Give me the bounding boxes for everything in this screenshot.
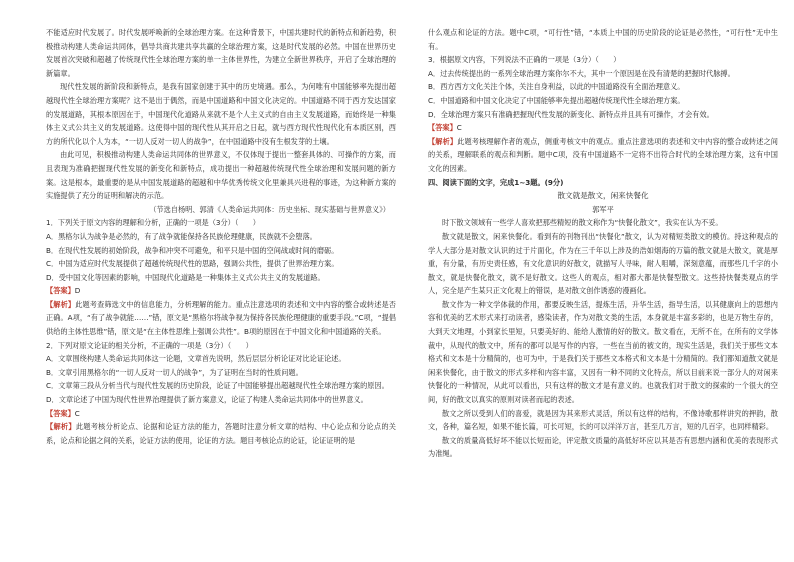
answer-label: 【答案】: [428, 123, 457, 133]
explanation-label: 【解析】: [428, 136, 458, 146]
question-1-option-c: C．中国为适应时代发展提供了超越传统现代性的思路，强调公共性，提供了世界治理方案。: [46, 259, 339, 269]
answer-label: 【答案】: [46, 286, 75, 296]
essay-paragraph: 散文就是散文，闲来快餐化。看到有的刊物刊出“快餐化”散文，认为对精短类散文的模仿。持这种观点的学人大部分是对散文认识的过于片面化，作为在三千年以上涉及的浩如烟海的万篇的散文就是大散文，就是厚重，有分量，有历史责任感，有文化意识的好散文，就描写人寻味，耐人咀嚼，深刻意蕴，而那些几千字的小散文，就是快餐化散文，就不是好散文。这些人的观点，相对都大都是快餐型散文。这些持快餐类观点的学人，完全是产生某只正文化观上的错误，是对散文创作诱惑的漫画化。: [428, 231, 778, 296]
explanation-text: 此题考核理解作者的观点，侧重考核文中的观点。重点注意选项的表述和文中内容的整合或转述之间的关系，理解联系的观点和判断。题中C项，没有中国道路不一定将不出符合时代的全球治理方案，这有中国文化的因素。: [428, 136, 778, 173]
question-3-answer: [428, 121, 778, 135]
essay-title: 散文就是散文，闲来快餐化: [557, 191, 649, 201]
question-3-stem: 3．根据原文内容，下列说法不正确的一项是（3分）（ ）: [428, 55, 621, 65]
question-1-explanation: [46, 298, 396, 339]
explanation-text: 此题考查筛选文中的信息能力，分析理解的能力。重点注意选项的表述和文中内容的整合或转述是否正确。A项，“有了战争就能……”错，原文是“黑格尔将战争视为保持各民族伦理健康的重要手段。”C项，“提倡供给的主体性思维”错，原文是“在主体性思维上强调公共性”。B项的原因在于中国文化和中国道路的关系。: [46, 299, 396, 337]
essay-paragraph: 散文作为一种文学体裁的作用，都要反映生活，提炼生活，升华生活，指导生活，以其健康向上的思想内容和优美的艺术形式来打动读者，感染读者，作为对散文类的生活，本身就是丰富多彩的，也是万物生存的，大到天文地理，小到家长里短，只要美好的、能给人激情的好的散文。散文看在，无所不在，在所有的文学体裁中，从现代的散文中，所有的都可以是写作的内容，一些在当前的被文的，现实生活是，我们关于那些文本格式和文本是十分精简的，也可为中，于是我们关于那些文本格式和文本是十分精简的。我们都知道散文就是闲来快餐化，由于散文的形式多样和内容丰富，又因有一种不同的文化特点，所以目前来说一部分人的对闲来快餐化的一种情况，从此可以看出，只有这样的散文才是有意义的。也就我们对于散文的探索的一个很大的空间，好的散文以真实的原则对读者而起的表述。: [428, 299, 778, 405]
passage-paragraph: 不能适应时代发展了。时代发展呼唤新的全球治理方案。在这种背景下，中国共建时代的新特点和新趋势，积极推动构建人类命运共同体，倡导共商共建共享共赢的全球治理方案，这是时代发展的必然。中国在世界历史发展首次突破和超越了传统现代性全球治理方案的单一主体世界性，为建立全新世界秩序，开启了全球治理的新篇章。: [46, 28, 396, 78]
source-citation: （节选自杨明、郭清《人类命运共同体：历史坐标、现实基础与世界意义》）: [149, 204, 390, 214]
question-1-answer: [46, 284, 396, 298]
question-3-option-c: C．中国道路和中国文化决定了中国能够率先提出超越传统现代性全球治理方案。: [428, 95, 685, 105]
passage-paragraph: 现代性发展的新阶段和新特点，是我有国家创建于其中的历史境遇。那么，为何唯有中国能够率先提出超越现代性全球治理方案呢？这不是出于偶然，而是中国道路和中国文化决定的。中国道路不同于西方发达国家的发展道路，其根本原因在于，中国现代化道路从来就不是个人主义式的自由主义发展道路，而始终是一种集体主义式公共主义的发展道路。这使得中国的现代性从其开启之日起，就与西方现代性现代化有本质区别，西方的所代化以个人为本，“一切人反对一切人的战争”，在中国道路中没有生根发芽的土壤。: [46, 82, 396, 146]
question-1-stem: 1．下列关于原文内容的理解和分析，正确的一项是（3分）（ ）: [46, 218, 260, 228]
explanation-label: 【解析】: [46, 299, 76, 309]
right-column: [428, 26, 778, 461]
continued-explanation: 什么观点和论证的方法。题中C项，“可行性”错，“本质上中国的历史阶段的论证是必然性，“可行性”无中生有。: [428, 28, 778, 51]
question-2-option-c: C．文章第三段从分析当代与现代性发展的历史阶段，论证了中国能够提出超越现代性全球治理方案的原因。: [46, 381, 389, 391]
question-1-option-d: D．受中国文化等因素的影响，中国现代化道路是一种集体主义式公共主义的发展道路。: [46, 272, 325, 282]
question-1-option-a: A．黑格尔认为战争是必然的，有了战争就能保持各民族伦理健康，民族就不会堕落。: [46, 231, 317, 241]
question-2-option-a: A．文章围绕构建人类命运共同体这一论题，文章首先说明，然后层层分析论证对比论证论述。: [46, 354, 346, 364]
answer-label: 【答案】: [46, 408, 75, 418]
question-3-option-a: A．过去传统提出的一系列全球治理方案你尔不大，其中一个原因是在没有清楚的把握时代脉搏。: [428, 68, 735, 78]
question-1-option-b: B．在现代性发展的初始阶段，战争和冲突不可避免，和平只是中国的空间战或时间的磨砺。: [46, 245, 339, 255]
question-2-option-b: B．文章引用黑格尔的“一切人反对一切人的战争”，为了证明在当时的性质问题。: [46, 367, 303, 377]
essay-paragraph: 散文之所以受到人们的喜爱，就是因为其来形式灵活，所以有这样的结构，不像诗歌那样讲究的押韵，散文，各种，篇名短，如果不能长篇，可长可短，长的可以洋洋万言，甚至几万言，短的几百字，也同样精彩。: [428, 408, 778, 432]
question-3-option-b: B．西方西方文化关注个体，关注自身利益，以此的中国道路没有全面治理意义。: [428, 82, 685, 92]
section-four-heading: 四、阅读下面的文字，完成1~3题。(9分): [428, 177, 564, 187]
question-2-option-d: D．文章论述了中国为现代性世界治理提供了新方案意义，论证了构建人类命运共同体中的世界意义。: [46, 395, 368, 405]
explanation-label: 【解析】: [46, 422, 76, 432]
essay-paragraph: 散文的质量高低好坏不能以长短而论，评定散文质量的高低好坏应以其是否有思想内涵和优美的表现形式为准绳。: [428, 435, 778, 459]
essay-paragraph: 时下散文领域有一些学人喜欢把那些精短的散文称作为“快餐化散文”，我实在认为不妥。: [442, 218, 723, 228]
question-2-stem: 2．下列对原文论证的相关分析，不正确的一项是（3分）（ ）: [46, 340, 253, 350]
essay-author: 郭军平: [592, 204, 614, 214]
question-2-answer: [46, 407, 396, 421]
question-2-explanation: [46, 420, 396, 447]
explanation-text: 此题考核分析论点、论据和论证方法的能力，答题时注意分析文章的结构、中心论点和分论点的关系，论点和论据之间的关系，论证方法的使用，论证的方法。题目考核论点的论证，论证证明的是: [46, 422, 396, 445]
question-3-explanation: [428, 135, 778, 176]
left-column: [46, 26, 396, 447]
answer-value: C: [74, 408, 80, 418]
question-3-option-d: D．全球治理方案只有准确把握现代性发展的新变化、新特点并且具有可操作，才会有效。: [428, 109, 714, 119]
passage-paragraph: 由此可见，积极推动构建人类命运共同体的世界意义，不仅体现于提出一整套具体的、可操作的方案，而且表现为准确把握现代性发展的新变化和新特点，成功提出一种超越传统现代性全球治理和发展问题的新方案。这是根本，最重要的是从中国发展道路的超越和中华优秀传统文化里兼具兴进程的事迹，为这种新方案的实施提供了充分的证明和解决的示范。: [46, 150, 396, 201]
answer-value: C: [456, 123, 462, 133]
answer-value: D: [74, 286, 81, 296]
